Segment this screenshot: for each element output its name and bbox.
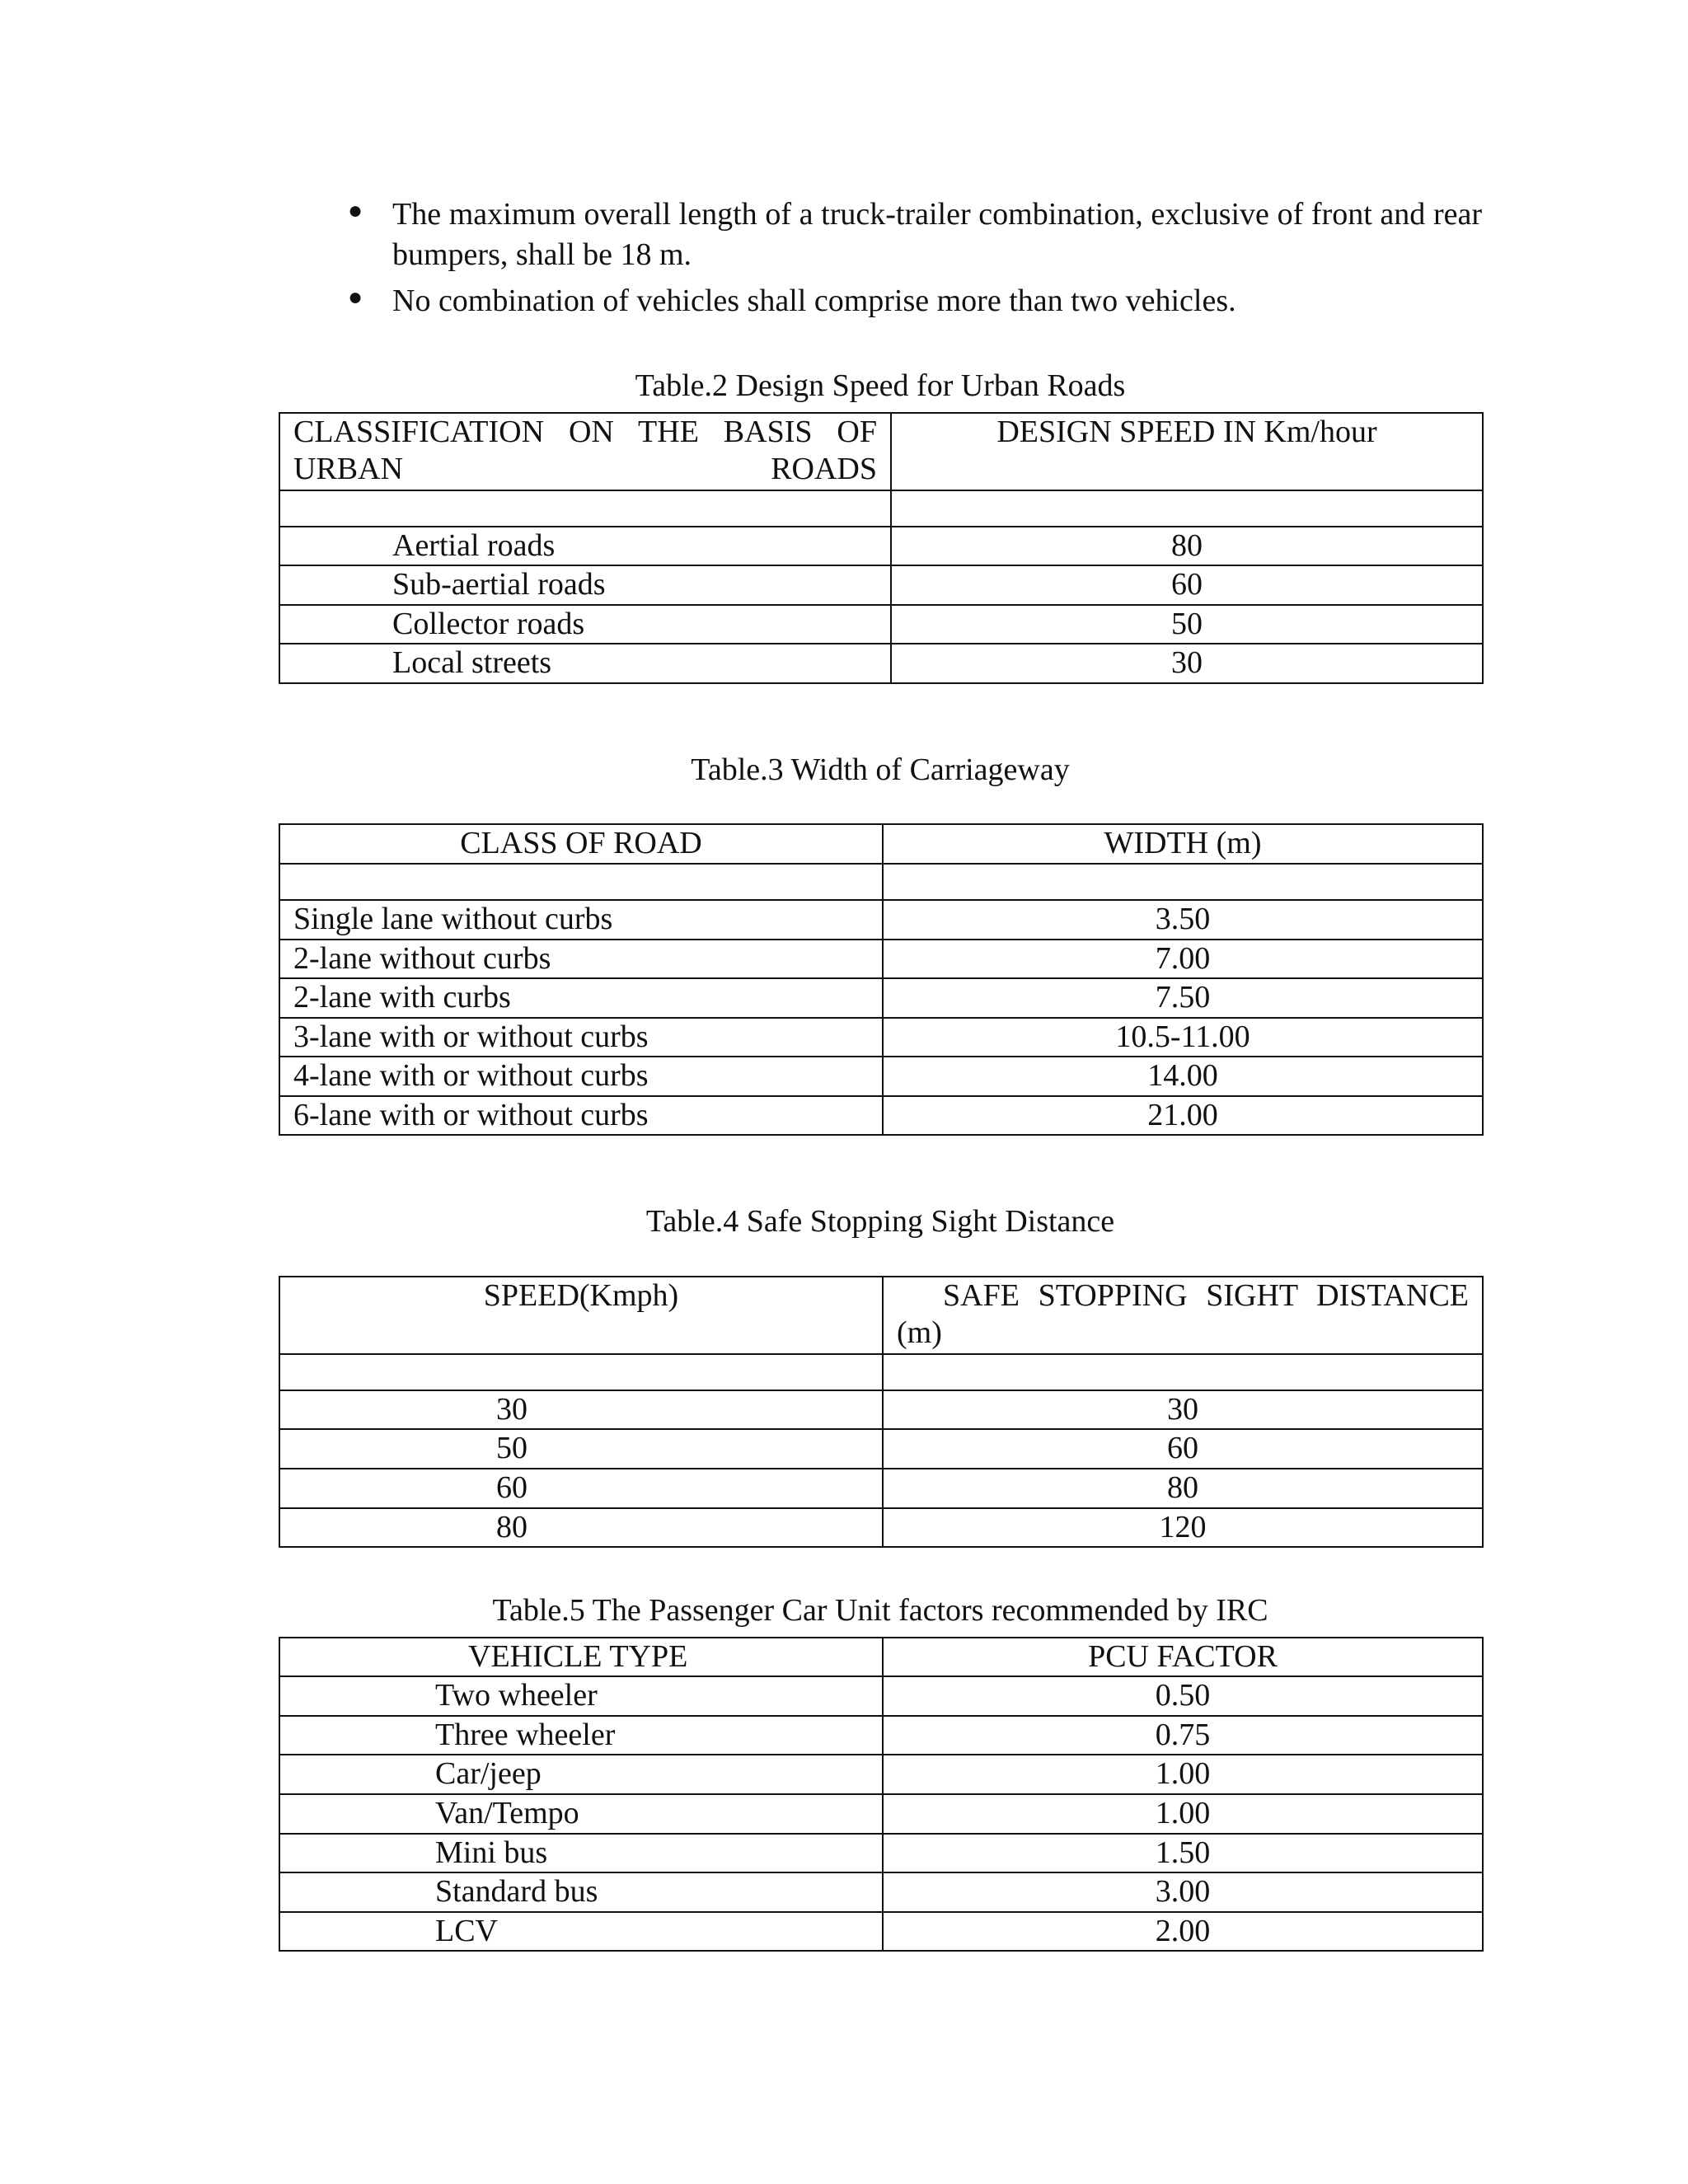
table-header-text: SAFE STOPPING SIGHT DISTANCE — [943, 1277, 1469, 1313]
table-cell: Two wheeler — [279, 1676, 883, 1716]
table-cell: Van/Tempo — [279, 1794, 883, 1834]
table-header-unit: (m) — [897, 1315, 942, 1351]
table2-design-speed — [279, 412, 1484, 684]
table-cell: 80 — [279, 1508, 883, 1548]
table-cell: 21.00 — [883, 1096, 1483, 1136]
table-cell: 4-lane with or without curbs — [279, 1057, 883, 1096]
table-cell: Sub-aertial roads — [279, 565, 891, 605]
table-row — [279, 1057, 1483, 1096]
table-row — [279, 1429, 1483, 1469]
table-cell: 60 — [891, 565, 1483, 605]
table-cell: Mini bus — [279, 1834, 883, 1873]
table-cell: 80 — [883, 1469, 1483, 1508]
table-row — [279, 1834, 1483, 1873]
table-header-row — [279, 824, 1483, 864]
table-cell: Collector roads — [279, 605, 891, 644]
table-row — [279, 565, 1483, 605]
bullet-text: The maximum overall length of a truck-trailer combination, exclusive of front and rear bumpers, shall be 18 m. — [392, 197, 1482, 273]
table-cell: 2.00 — [883, 1912, 1483, 1952]
table-empty-row — [279, 864, 1483, 900]
table-cell: Standard bus — [279, 1872, 883, 1912]
table-header-cell: VEHICLE TYPE — [279, 1638, 883, 1677]
table-header-cell: CLASS OF ROAD — [279, 824, 883, 864]
table-header-cell: PCU FACTOR — [883, 1638, 1483, 1677]
bullet-icon: ● — [348, 197, 363, 224]
table-cell: 14.00 — [883, 1057, 1483, 1096]
table-cell: LCV — [279, 1912, 883, 1952]
table-cell: Local streets — [279, 644, 891, 683]
table-row — [279, 1794, 1483, 1834]
table3-caption: Table.3 Width of Carriageway — [691, 752, 1070, 787]
table-cell: Single lane without curbs — [279, 900, 883, 940]
table-cell: 3-lane with or without curbs — [279, 1018, 883, 1057]
table-cell: Aertial roads — [279, 527, 891, 566]
table-cell: 1.00 — [883, 1755, 1483, 1794]
table-cell: 60 — [279, 1469, 883, 1508]
table2-caption: Table.2 Design Speed for Urban Roads — [635, 368, 1126, 404]
table-cell: 2-lane with curbs — [279, 978, 883, 1018]
table-cell: 30 — [279, 1390, 883, 1430]
table-cell: 1.00 — [883, 1794, 1483, 1834]
table-header-row — [279, 413, 1483, 490]
table-row — [279, 1018, 1483, 1057]
table-cell: 50 — [891, 605, 1483, 644]
table4-caption: Table.4 Safe Stopping Sight Distance — [645, 1204, 1115, 1240]
table-cell: 3.00 — [883, 1872, 1483, 1912]
document-page — [279, 194, 1482, 1952]
table-row — [279, 978, 1483, 1018]
table-cell: 2-lane without curbs — [279, 940, 883, 979]
table-header-cell: DESIGN SPEED IN Km/hour — [891, 413, 1483, 490]
table-cell: 80 — [891, 527, 1483, 566]
table-header-cell: SPEED(Kmph) — [279, 1277, 883, 1354]
table-cell: 30 — [883, 1390, 1483, 1430]
table-row — [279, 940, 1483, 979]
table-cell: 1.50 — [883, 1834, 1483, 1873]
bullet-icon: ● — [348, 283, 363, 311]
table-cell: 30 — [891, 644, 1483, 683]
table5-pcu-factors — [279, 1637, 1484, 1952]
table-cell: Car/jeep — [279, 1755, 883, 1794]
table-header-row — [279, 1277, 1483, 1354]
table-cell: 6-lane with or without curbs — [279, 1096, 883, 1136]
table-row — [279, 1096, 1483, 1136]
table5-caption: Table.5 The Passenger Car Unit factors recommended by IRC — [492, 1593, 1268, 1629]
bullet-item — [279, 194, 1482, 276]
table-header-cell: CLASSIFICATION ON THE BASIS OF URBAN ROADS — [279, 413, 891, 490]
table-cell: 10.5-11.00 — [883, 1018, 1483, 1057]
table-row — [279, 1755, 1483, 1794]
bullet-item — [279, 281, 1482, 321]
table-header-cell: WIDTH (m) — [883, 824, 1483, 864]
table-cell: Three wheeler — [279, 1716, 883, 1755]
table-row — [279, 900, 1483, 940]
table-row — [279, 644, 1483, 683]
table-cell: 120 — [883, 1508, 1483, 1548]
table-cell: 7.00 — [883, 940, 1483, 979]
table-empty-row — [279, 1354, 1483, 1390]
table-cell: 50 — [279, 1429, 883, 1469]
table-cell: 0.50 — [883, 1676, 1483, 1716]
table-row — [279, 527, 1483, 566]
table-empty-row — [279, 490, 1483, 527]
table-row — [279, 1390, 1483, 1430]
table-row — [279, 1469, 1483, 1508]
table-row — [279, 1676, 1483, 1716]
table-row — [279, 1912, 1483, 1952]
table-row — [279, 1716, 1483, 1755]
table4-stopping-sight-distance — [279, 1276, 1484, 1548]
table-header-cell — [883, 1277, 1483, 1354]
table-cell: 60 — [883, 1429, 1483, 1469]
bullet-text: No combination of vehicles shall comprise more than two vehicles. — [392, 283, 1236, 318]
table-row — [279, 1508, 1483, 1548]
table-cell: 0.75 — [883, 1716, 1483, 1755]
table-header-row — [279, 1638, 1483, 1677]
table-cell: 3.50 — [883, 900, 1483, 940]
table3-carriageway-width — [279, 823, 1484, 1136]
table-row — [279, 605, 1483, 644]
table-cell: 7.50 — [883, 978, 1483, 1018]
bullet-list — [279, 194, 1482, 321]
table-row — [279, 1872, 1483, 1912]
